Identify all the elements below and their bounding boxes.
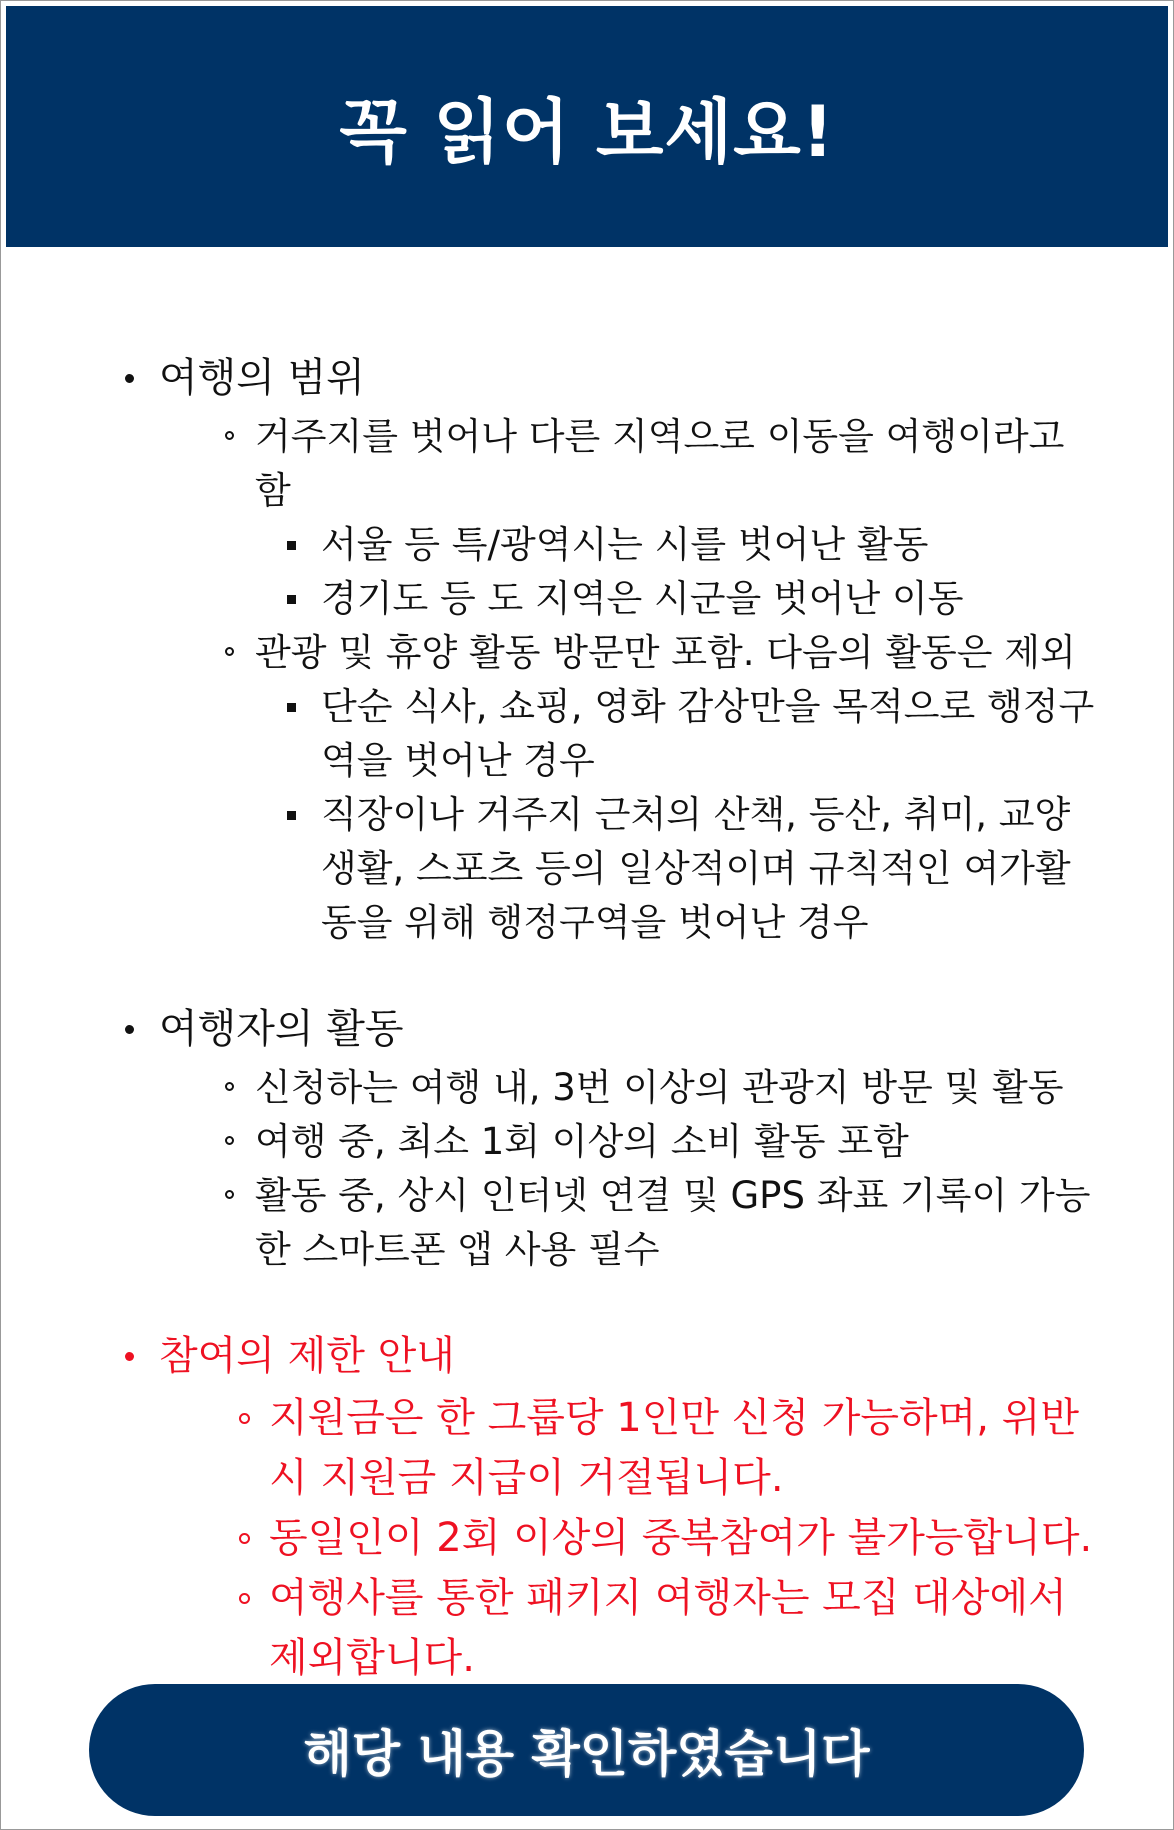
circle-bullet-icon xyxy=(225,1136,234,1145)
subitem-text: 경기도 등 도 지역은 시군을 벗어난 이동 xyxy=(321,577,964,620)
section-title: 여행자의 활동 xyxy=(159,1006,404,1052)
item-text: 관광 및 휴양 활동 방문만 포함. 다음의 활동은 제외 xyxy=(255,631,1076,674)
section-traveler-activity xyxy=(121,1002,1101,1277)
list-item xyxy=(159,1169,1101,1277)
item-text: 여행 중, 최소 1회 이상의 소비 활동 포함 xyxy=(255,1120,909,1163)
item-text: 활동 중, 상시 인터넷 연결 및 GPS 좌표 기록이 가능한 스마트폰 앱 사용 필수 xyxy=(255,1174,1091,1271)
square-bullet-icon xyxy=(287,541,296,550)
subitem-text: 서울 등 특/광역시는 시를 벗어난 활동 xyxy=(321,523,929,566)
disc-bullet-icon xyxy=(125,1025,134,1034)
item-text: 신청하는 여행 내, 3번 이상의 관광지 방문 및 활동 xyxy=(255,1066,1064,1109)
list-item xyxy=(159,1115,1101,1169)
circle-bullet-icon xyxy=(225,1082,234,1091)
list-item xyxy=(255,572,1101,626)
section-items xyxy=(159,1388,1101,1688)
list-item xyxy=(159,1388,1101,1508)
section-participation-limits xyxy=(121,1329,1101,1688)
square-bullet-icon xyxy=(287,703,296,712)
sub-items xyxy=(255,680,1101,950)
notice-content xyxy=(121,351,1101,1688)
sub-items xyxy=(255,518,1101,626)
square-bullet-icon xyxy=(287,811,296,820)
notice-list xyxy=(121,351,1101,1688)
list-item xyxy=(159,1508,1101,1568)
circle-bullet-icon xyxy=(225,1190,234,1199)
list-item xyxy=(159,626,1101,950)
list-item xyxy=(255,788,1101,950)
circle-bullet-icon xyxy=(239,1533,250,1544)
page-title: 꼭 읽어 보세요! xyxy=(339,91,835,173)
section-items xyxy=(159,410,1101,950)
circle-bullet-icon xyxy=(225,647,234,656)
item-text: 동일인이 2회 이상의 중복참여가 불가능합니다. xyxy=(269,1515,1093,1561)
circle-bullet-icon xyxy=(239,1413,250,1424)
item-text: 거주지를 벗어나 다른 지역으로 이동을 여행이라고 함 xyxy=(255,415,1065,512)
header-banner xyxy=(6,6,1168,247)
section-items xyxy=(159,1061,1101,1277)
confirm-button[interactable]: 해당 내용 확인하였습니다 xyxy=(89,1684,1084,1816)
square-bullet-icon xyxy=(287,595,296,604)
disc-bullet-icon xyxy=(125,1352,134,1361)
subitem-text: 단순 식사, 쇼핑, 영화 감상만을 목적으로 행정구역을 벗어난 경우 xyxy=(321,685,1095,782)
list-item xyxy=(255,680,1101,788)
list-item xyxy=(255,518,1101,572)
list-item xyxy=(159,410,1101,626)
item-text: 지원금은 한 그룹당 1인만 신청 가능하며, 위반 시 지원금 지급이 거절됩니다. xyxy=(269,1395,1079,1501)
subitem-text: 직장이나 거주지 근처의 산책, 등산, 취미, 교양생활, 스포츠 등의 일상적이며 규칙적인 여가활동을 위해 행정구역을 벗어난 경우 xyxy=(321,793,1071,944)
section-title: 여행의 범위 xyxy=(159,355,365,401)
circle-bullet-icon xyxy=(239,1593,250,1604)
circle-bullet-icon xyxy=(225,431,234,440)
disc-bullet-icon xyxy=(125,374,134,383)
item-text: 여행사를 통한 패키지 여행자는 모집 대상에서 제외합니다. xyxy=(269,1575,1067,1681)
list-item xyxy=(159,1061,1101,1115)
list-item xyxy=(159,1568,1101,1688)
section-title: 참여의 제한 안내 xyxy=(159,1333,455,1379)
section-travel-scope xyxy=(121,351,1101,950)
